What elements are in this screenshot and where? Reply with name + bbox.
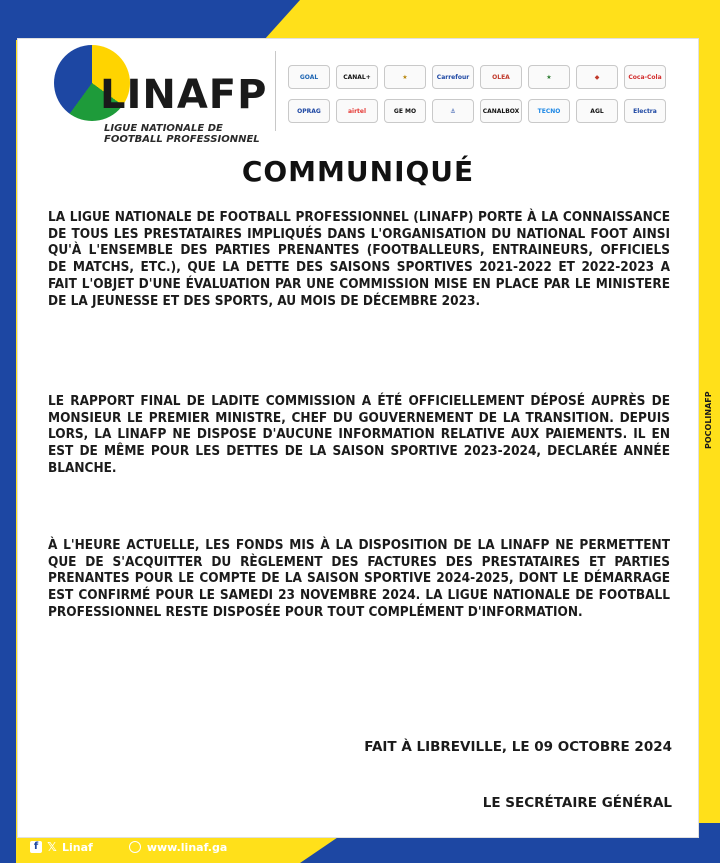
sponsor-logo: ★ (528, 65, 570, 89)
sponsor-logo: GE MO (384, 99, 426, 123)
x-icon[interactable]: 𝕏 (47, 840, 57, 854)
paragraph-1: LA LIGUE NATIONALE DE FOOTBALL PROFESSIONNEL (LINAFP) PORTE À LA CONNAISSANCE DE TOUS LES PRESTATAIRES IMPLIQUÉS DANS L'ORGANISATION DU NATIONAL FOOT AINSI QU'À L'ENSEMBLE DES PARTIES PRENANTES (FOOTBALLEURS, ENTRAINEURS, OFFICIELS DE MATCHS, ETC.), QUE LA DETTE DES SAISONS SPORTIVES 2021-2022 ET 2022-2023 A FAIT L'OBJET D'UNE ÉVALUATION PAR UNE COMMISSION MISE EN PLACE PAR LE MINISTERE DE LA JEUNESSE ET DES SPORTS, AU MOIS DE DÉCEMBRE 2023. (48, 209, 670, 309)
sponsor-logo: CANALBOX (480, 99, 522, 123)
linafp-logo (54, 45, 284, 145)
footer (30, 838, 227, 856)
background-blue-left (0, 0, 16, 863)
logo-title: LINAFP (100, 72, 268, 118)
sponsor-logo: AGL (576, 99, 618, 123)
logo-subtitle (104, 123, 260, 145)
sponsor-logo: CANAL+ (336, 65, 378, 89)
page-title: COMMUNIQUÉ (241, 155, 475, 188)
facebook-icon[interactable]: f (30, 841, 42, 853)
sponsor-logo: TECNO (528, 99, 570, 123)
logo-subtitle-line1: LIGUE NATIONALE DE (104, 123, 223, 134)
social-handle[interactable]: Linaf (62, 840, 93, 854)
sponsor-logo: Carrefour (432, 65, 474, 89)
paragraph-3: À L'HEURE ACTUELLE, LES FONDS MIS À LA DISPOSITION DE LA LINAFP NE PERMETTENT QUE DE S'ACQUITTER DU RÈGLEMENT DES FACTURES DES PRESTATAIRES ET PARTIES PRENANTES POUR LE COMPTE DE LA SAISON SPORTIVE 2024-2025, DONT LE DÉMARRAGE EST CONFIRMÉ POUR LE SAMEDI 23 NOVEMBRE 2024. LA LIGUE NATIONALE DE FOOTBALL PROFESSIONNEL RESTE DISPOSÉE POUR TOUT COMPLÉMENT D'INFORMATION. (48, 537, 670, 620)
sponsor-logo: GOAL (288, 65, 330, 89)
website-link[interactable] (129, 841, 227, 854)
sponsor-logo: ◆ (576, 65, 618, 89)
sponsor-logo: Electra (624, 99, 666, 123)
sponsor-logo: airtel (336, 99, 378, 123)
website-url[interactable]: www.linaf.ga (146, 840, 228, 854)
signature-role: LE SECRÉTAIRE GÉNÉRAL (482, 795, 672, 811)
sponsor-logo: OLEA (480, 65, 522, 89)
logo-subtitle-line2: FOOTBALL PROFESSIONNEL (104, 134, 260, 145)
header-divider (275, 51, 276, 131)
side-tag: POCOLINAFP (704, 391, 713, 449)
background-blue-top (0, 0, 300, 40)
sponsor-logo: ⚓ (432, 99, 474, 123)
sponsor-logos (288, 65, 672, 123)
paragraph-2: LE RAPPORT FINAL DE LADITE COMMISSION A ÉTÉ OFFICIELLEMENT DÉPOSÉ AUPRÈS DE MONSIEUR LE PREMIER MINISTRE, CHEF DU GOUVERNEMENT DE LA TRANSITION. DEPUIS LORS, LA LINAFP NE DISPOSE D'AUCUNE INFORMATION RELATIVE AUX PAIEMENTS. IL EN EST DE MÊME POUR LES DETTES DE LA SAISON SPORTIVE 2023-2024, DECLARÉE ANNÉE BLANCHE. (48, 393, 670, 476)
sponsor-logo: Coca-Cola (624, 65, 666, 89)
signature-place-date: FAIT À LIBREVILLE, LE 09 OCTOBRE 2024 (364, 739, 672, 755)
sponsor-logo: OPRAG (288, 99, 330, 123)
communique-card (17, 38, 699, 838)
sponsor-logo: ★ (384, 65, 426, 89)
globe-icon (129, 841, 141, 853)
